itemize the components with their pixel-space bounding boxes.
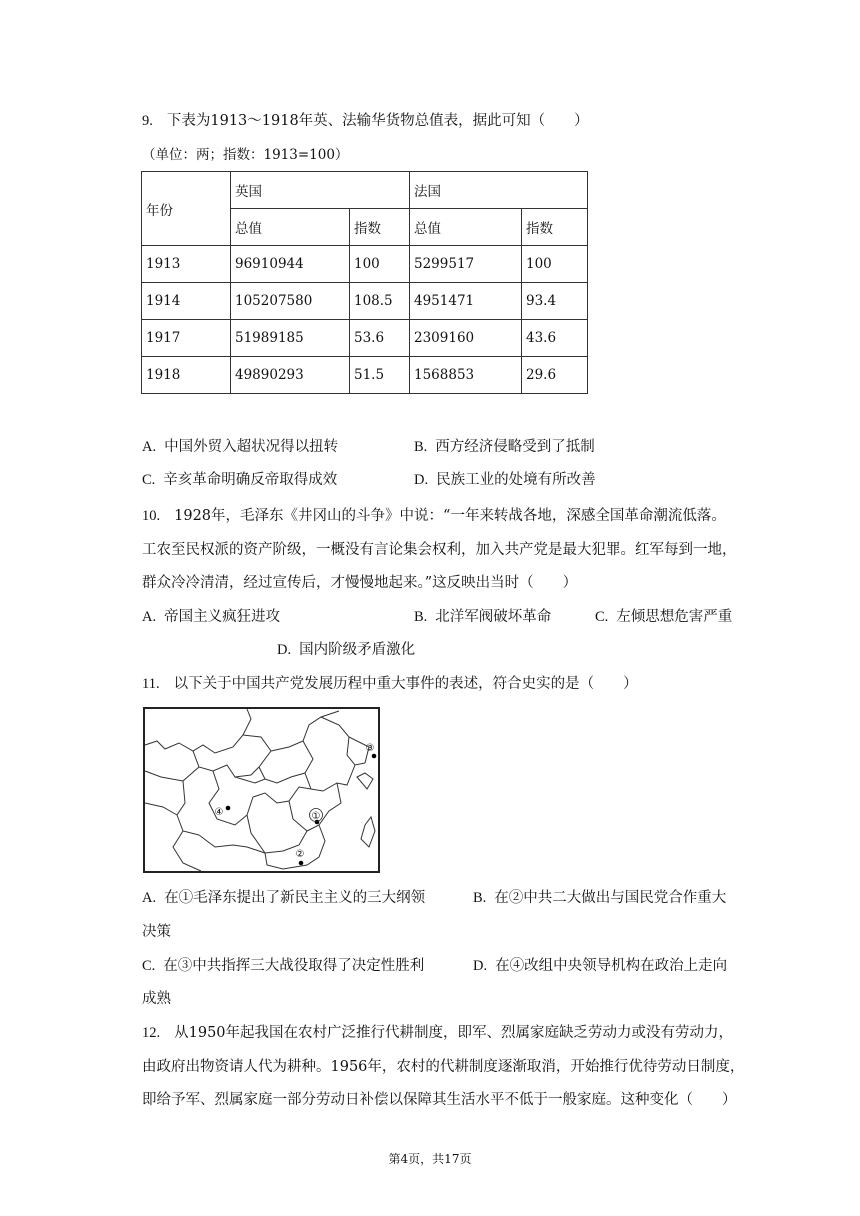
- marker-label-1: ①: [311, 811, 321, 822]
- table-row: [142, 357, 588, 394]
- q11-stem: 11. 以下关于中国共产党发展历程中重大事件的表述，符合史实的是（ ）: [142, 676, 638, 692]
- q10-option-a: A. 帝国主义疯狂进攻: [142, 609, 281, 625]
- fr-header: 法国: [410, 172, 588, 209]
- table-cell: 53.6: [350, 320, 410, 357]
- marker-dot-4: [226, 806, 231, 811]
- q11-option-b-cont: 决策: [142, 924, 171, 940]
- q10-option-b: B. 北洋军阀破坏革命: [414, 609, 552, 625]
- table-cell: 49890293: [231, 357, 350, 394]
- marker-dot-2: [299, 861, 304, 866]
- q11-option-d-cont: 成熟: [142, 991, 171, 1007]
- q9-data-table: [141, 171, 588, 394]
- table-cell: 4951471: [410, 283, 522, 320]
- fr-total-header: 总值: [410, 209, 522, 246]
- q12-line3: 即给予军、烈属家庭一部分劳动日补偿以保障其生活水平不低于一般家庭。这种变化（ ）: [142, 1092, 737, 1108]
- q11-option-a: A. 在①毛泽东提出了新民主主义的三大纲领: [142, 890, 426, 906]
- table-row: [142, 283, 588, 320]
- table-cell: 1914: [142, 283, 231, 320]
- uk-index-header: 指数: [350, 209, 410, 246]
- q12-line2: 由政府出物资请人代为耕种。1956年，农村的代耕制度逐渐取消，开始推行优待劳动日制度，: [142, 1059, 745, 1075]
- marker-label-3: ③: [365, 743, 375, 754]
- table-cell: 1568853: [410, 357, 522, 394]
- table-cell: 108.5: [350, 283, 410, 320]
- table-cell: 1918: [142, 357, 231, 394]
- table-cell: 100: [522, 246, 588, 283]
- q9-option-b: B. 西方经济侵略受到了抵制: [414, 439, 595, 455]
- q10-option-d: D. 国内阶级矛盾激化: [277, 642, 416, 658]
- q12-line1: 12. 从1950年起我国在农村广泛推行代耕制度，即军、烈属家庭缺乏劳动力或没有劳动力，: [142, 1025, 734, 1041]
- table-cell: 43.6: [522, 320, 588, 357]
- china-map-figure: [143, 707, 380, 873]
- table-row: [142, 246, 588, 283]
- table-cell: 105207580: [231, 283, 350, 320]
- q10-option-c: C. 左倾思想危害严重: [595, 609, 733, 625]
- table-cell: 5299517: [410, 246, 522, 283]
- q9-option-a: A. 中国外贸入超状况得以扭转: [142, 439, 339, 455]
- marker-label-4: ④: [214, 807, 224, 818]
- marker-label-2: ②: [295, 849, 305, 860]
- table-header-row: [142, 172, 588, 209]
- year-header: 年份: [142, 172, 231, 246]
- table-cell: 51.5: [350, 357, 410, 394]
- table-cell: 51989185: [231, 320, 350, 357]
- q9-unit-note: （单位：两；指数：1913=100）: [142, 147, 349, 163]
- q11-option-b: B. 在②中共二大做出与国民党合作重大: [473, 890, 727, 906]
- table-row: [142, 320, 588, 357]
- q9-option-c: C. 辛亥革命明确反帝取得成效: [142, 472, 338, 488]
- q9-number: 9.: [142, 113, 153, 129]
- q12-number: 12.: [142, 1025, 161, 1041]
- uk-header: 英国: [231, 172, 410, 209]
- q10-line2: 工农至民权派的资产阶级，一概没有言论集会权利，加入共产党是最大犯罪。红军每到一地，: [142, 542, 737, 558]
- table-cell: 29.6: [522, 357, 588, 394]
- fr-index-header: 指数: [522, 209, 588, 246]
- q11-number: 11.: [142, 676, 160, 692]
- table-cell: 100: [350, 246, 410, 283]
- q10-number: 10.: [142, 508, 161, 524]
- uk-total-header: 总值: [231, 209, 350, 246]
- page-footer: 第4页，共17页: [388, 1152, 472, 1166]
- q9-option-d: D. 民族工业的处境有所改善: [414, 472, 596, 488]
- table-cell: 96910944: [231, 246, 350, 283]
- table-cell: 2309160: [410, 320, 522, 357]
- table-cell: 93.4: [522, 283, 588, 320]
- q11-option-c: C. 在③中共指挥三大战役取得了决定性胜利: [142, 958, 425, 974]
- q11-option-d: D. 在④改组中央领导机构在政治上走向: [473, 958, 728, 974]
- q9-stem: 9. 下表为1913～1918年英、法输华货物总值表，据此可知（ ）: [142, 113, 589, 129]
- q10-line1: 10. 1928年，毛泽东《井冈山的斗争》中说：“一年来转战各地，深感全国革命潮流低落。: [142, 508, 726, 524]
- marker-dot-3: [372, 754, 377, 759]
- q10-line3: 群众冷冷清清，经过宣传后，才慢慢地起来。”这反映出当时（ ）: [142, 575, 578, 591]
- table-cell: 1913: [142, 246, 231, 283]
- table-cell: 1917: [142, 320, 231, 357]
